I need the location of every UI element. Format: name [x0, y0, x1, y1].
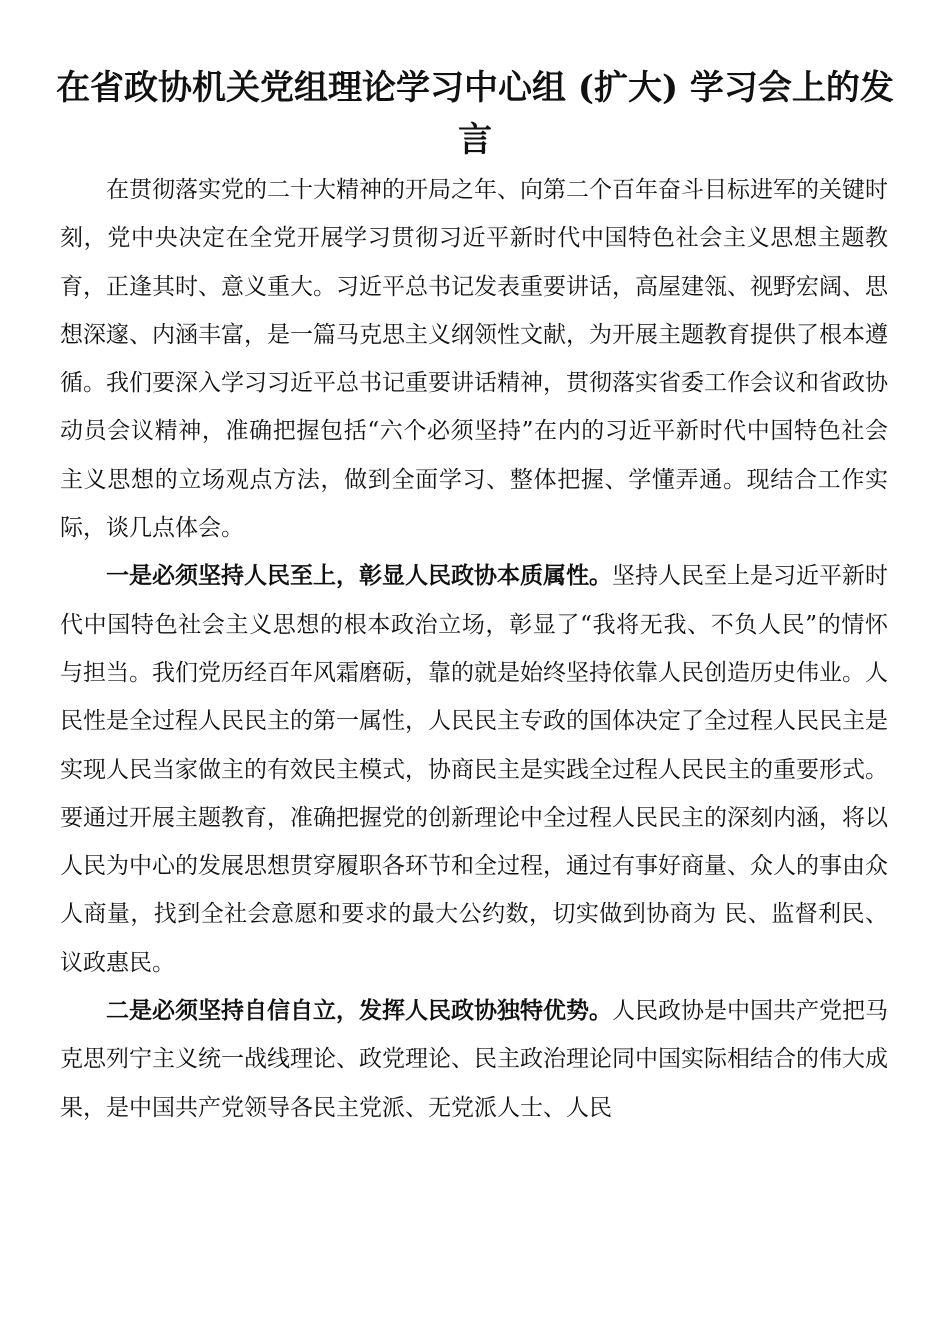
paragraph-lead-heading: 二是必须坚持自信自立，发挥人民政协独特优势。 — [106, 998, 612, 1025]
paragraph-text: 坚持人民至上是习近平新时代中国特色社会主义思想的根本政治立场，彰显了“我将无我、不负人民”的情怀与担当。我们党历经百年风霜磨砺，靠的就是始终坚持依靠人民创造历史伟业。人民性是全过程人民民主的第一属性，人民民主专政的国体决定了全过程人民民主是实现人民当家做主的有效民主模式，协商民主是实践全过程人民民主的重要形式。要通过开展主题教育，准确把握党的创新理论中全过程人民民主的深刻内涵，将以人民为中心的发展思想贯穿履职各环节和全过程，通过有事好商量、众人的事由众人商量，找到全社会意愿和要求的最大公约数，切实做到协商为 民、监督利民、议政惠民。 — [60, 563, 888, 976]
paragraph-intro — [60, 166, 888, 552]
paragraph-text: 人民政协是中国共产党把马克思列宁主义统一战线理论、政党理论、民主政治理论同中国实际相结合的伟大成果，是中国共产党领导各民主党派、无党派人士、人民 — [60, 998, 888, 1121]
document-body — [60, 166, 888, 1132]
document-title: 在省政协机关党组理论学习中心组 (扩大) 学习会上的发言 — [56, 68, 894, 160]
paragraph-lead-heading: 一是必须坚持人民至上，彰显人民政协本质属性。 — [106, 563, 612, 590]
paragraph-point-two — [60, 987, 888, 1132]
paragraph-text: 在贯彻落实党的二十大精神的开局之年、向第二个百年奋斗目标进军的关键时刻，党中央决定在全党开展学习贯彻习近平新时代中国特色社会主义思想主题教育，正逢其时、意义重大。习近平总书记发表重要讲话，高屋建瓴、视野宏阔、思想深邃、内涵丰富，是一篇马克思主义纲领性文献，为开展主题教育提供了根本遵循。我们要深入学习习近平总书记重要讲话精神，贯彻落实省委工作会议和省政协动员会议精神，准确把握包括“六个必须坚持”在内的习近平新时代中国特色社会主义思想的立场观点方法，做到全面学习、整体把握、学懂弄通。现结合工作实际，谈几点体会。 — [60, 177, 888, 542]
paragraph-point-one — [60, 552, 888, 987]
